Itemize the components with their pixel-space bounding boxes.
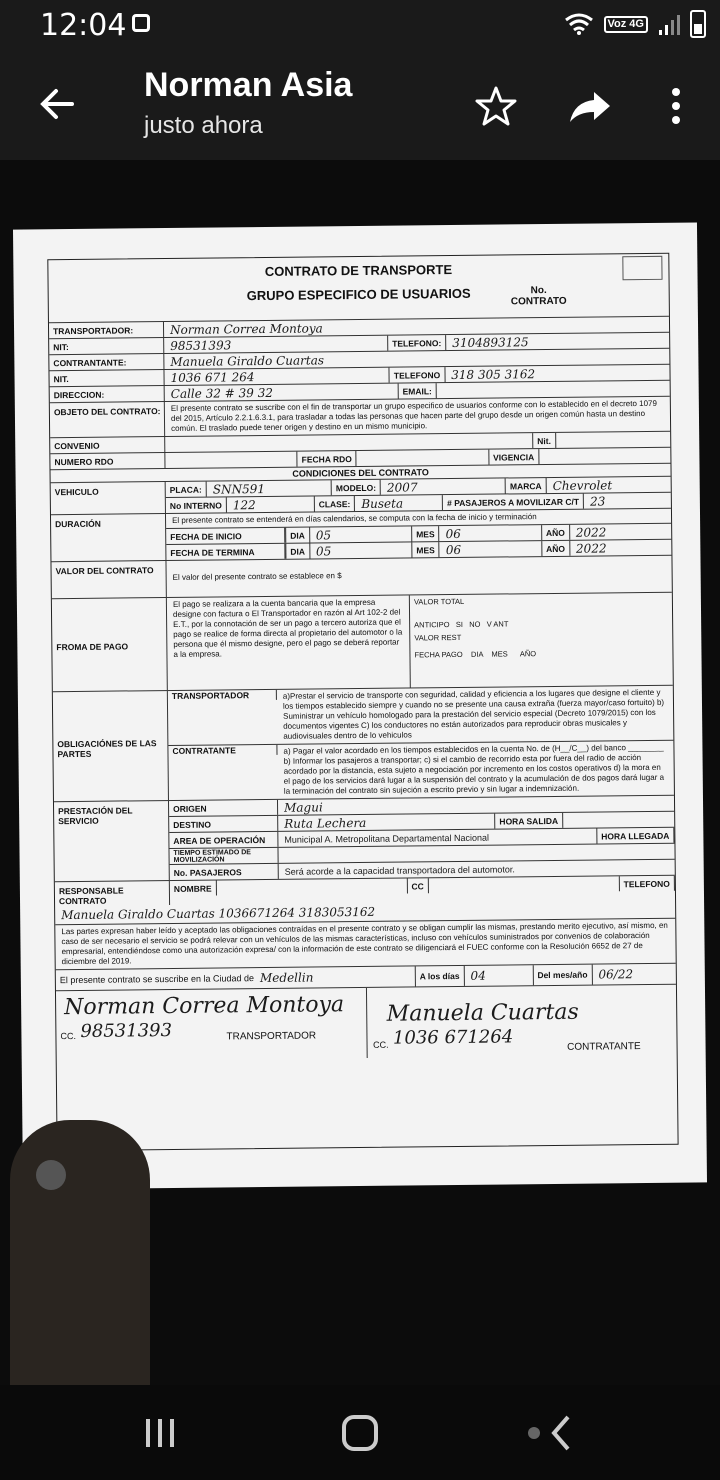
contract-form xyxy=(47,253,678,1151)
notification-icon xyxy=(132,14,150,32)
condiciones-title: CONDICIONES DEL CONTRATO xyxy=(51,463,671,482)
back-arrow-icon[interactable] xyxy=(36,82,80,126)
row-suscribe: El presente contrato se suscribe en la Ciudad de Medellin A los días 04 Del mes/año 06/22 xyxy=(56,963,676,990)
background-object-detail xyxy=(36,1160,66,1190)
responsable-handwritten: Manuela Giraldo Cuartas 1036671264 3183053162 xyxy=(61,904,376,923)
row-contratante: CONTRANTANTE: Manuela Giraldo Cuartas xyxy=(49,348,669,370)
row-direccion: DIRECCION: Calle 32 # 39 32 EMAIL: xyxy=(50,380,670,402)
share-icon[interactable] xyxy=(566,82,614,130)
row-nit2: NIT. 1036 671 264 TELEFONO 318 305 3162 xyxy=(49,364,669,386)
contract-subtitle: GRUPO ESPECIFICO DE USUARIOS xyxy=(246,285,471,304)
contratante-signature: Manuela Cuartas CC. 1036 671264 CONTRATANTE xyxy=(372,999,641,1053)
status-bar xyxy=(0,0,720,56)
contract-title: CONTRATO DE TRANSPORTE xyxy=(264,262,453,279)
system-navigation-bar xyxy=(0,1385,720,1480)
row-forma-pago: FROMA DE PAGO El pago se realizara a la cuenta bancaria que la empresa designe con factura o El Transportador en razón al Art 102-2 del E.T., por la connotación de ser un pago a tercero autoriza que el pago se realice de forma directa al propietario del automotor o la persona que él mismo designe, pero el pago se deberá reportar a la empresa. VALOR TOTAL ANTICIPO SI NO V ANT VALOR REST FECHA PAGO DIA MES AÑO xyxy=(52,592,673,691)
row-transportador: TRANSPORTADOR: Norman Correa Montoya xyxy=(49,316,669,338)
row-obligaciones: OBLIGACIÓNES DE LAS PARTES TRANSPORTADOR a)Prestar el servicio de transporte con seguridad, calidad y eficiencia a los lugares que designe el cliente y los tiempos establecido siempre y cuando no se presente una causa extraña (fuerza mayor/caso fortuito) b) Suministrar un vehículo homologado para la prestación del servicio especial (Decreto 1079/2015) con los documentos vigentes C) los conductores no están autorizados para reproducir obras musicales y audiovisuales dentro de lo vehiculos CONTRATANTE a) Pagar el valor acordado en los tiempos establecidos en la cuenta No. de (H__/C__) del banco ________ b) Informar los pasajeros a transportar; c) si el cambio de recorrido esta por fuera del radio de acción acordado por la distancia, esta sujeto a negociación por incremento en los costos operativos d) la mora en el pago de los servicios dará lugar a la suspensión del contrato y la acumulación de dos pagos dará lugar a la terminación del contrato sin sujeción a escrito previo y sin lugar a indemnización. xyxy=(53,685,674,801)
row-nit: NIT: 98531393 TELEFONO: 3104893125 xyxy=(49,332,669,354)
status-icons xyxy=(564,10,706,38)
status-time: 12:04 xyxy=(40,8,127,43)
row-objeto: OBJETO DEL CONTRATO: El presente contrato se suscribe con el fin de transportar un grupo especifico de usuarios conforme con lo establecido en el decreto 1079 del 2015, Artículo 2.2.1.6.3.1, para trasladar a todas las personas que hacen parte del grupo desde un origen común hasta un destino común. El traslado puede tener origen y destino en un mismo municipio. xyxy=(50,396,670,437)
row-valor: VALOR DEL CONTRATO El valor del presente contrato se establece en $ xyxy=(51,555,671,598)
volte-badge: Voz 4G xyxy=(604,16,648,33)
row-signatures xyxy=(56,984,677,1061)
app-bar xyxy=(0,56,720,160)
contract-fields xyxy=(49,316,677,1061)
transportador-signature: Norman Correa Montoya CC. 98531393 TRANSPORTADOR xyxy=(56,988,367,1061)
back-icon[interactable] xyxy=(524,1413,574,1453)
company-logo xyxy=(622,256,662,280)
row-duracion: DURACIÓN El presente contrato se entenderá en días calendarios, se computa con la fecha de inicio y terminación FECHA DE INICIO DIA 05 MES 06 AÑO 2022 FECHA DE TERMINA DIA 05 MES 06 AÑO 2022 xyxy=(51,508,671,561)
battery-icon xyxy=(690,10,706,38)
more-vert-icon[interactable] xyxy=(652,82,700,130)
image-viewer[interactable] xyxy=(0,160,720,1385)
row-prestacion: PRESTACIÓN DEL SERVICIO ORIGEN Magui DESTINO Ruta Lechera HORA SALIDA AREA DE OPERACIÓN Municipal A. Metropolitana Departamental Nacional HORA LLEGADA TIEMPO ESTIMADO DE MOVILIZACIÓN No. PASAJEROS Será acorde a la capacidad transportadora del automotor. xyxy=(54,795,675,881)
chat-title: Norman Asia xyxy=(144,66,353,104)
recents-icon[interactable] xyxy=(142,1413,178,1453)
row-convenio: CONVENIO Nit. xyxy=(50,431,670,453)
row-rdo: NUMERO RDO FECHA RDO VIGENCIA xyxy=(50,447,670,469)
contract-number-label: No. CONTRATO xyxy=(510,285,567,308)
home-icon[interactable] xyxy=(340,1413,380,1453)
wifi-icon xyxy=(564,12,594,36)
row-responsable: RESPONSABLE CONTRATO NOMBRE CC TELEFONO xyxy=(55,875,675,906)
background-object xyxy=(10,1120,150,1385)
closing-text: Las partes expresan haber leído y aceptado las obligaciones contraídas en el presente contrato y se obligan cumplir las mismas, prestando merito ejecutivo, así mismo, en caso de ser necesario el servicio se podrá relevar con un vehículos de las mismas características, incluso con vehículos suministrados por convenios de colaboración empresarial, entendiéndose como una autorización expresa/ con la información de este contrato se diligenciará el FUEC conforme con la Resolución 6652 de 27 de diciembre del 2019. xyxy=(55,918,675,969)
row-vehiculo: VEHICULO PLACA: SNN591 MODELO: 2007 MARCA Chevrolet No INTERNO 122 CLASE: Buseta # PASAJEROS A MOVILIZAR C/T 23 xyxy=(51,476,671,514)
chat-subtitle: justo ahora xyxy=(144,112,263,139)
contract-document-photo xyxy=(13,222,707,1189)
star-icon[interactable] xyxy=(472,82,520,130)
signal-icon xyxy=(658,12,680,36)
